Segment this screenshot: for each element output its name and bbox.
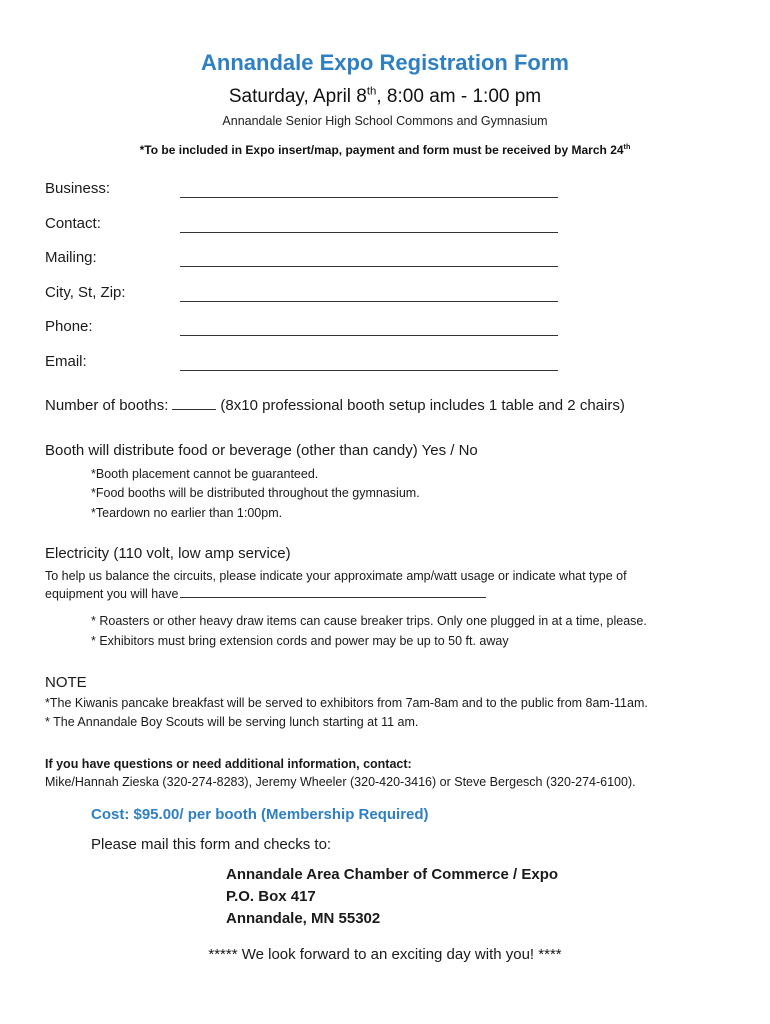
electricity-heading: Electricity (110 volt, low amp service) bbox=[45, 545, 291, 562]
food-bullet: *Booth placement cannot be guaranteed. bbox=[91, 467, 319, 481]
mail-instruction: Please mail this form and checks to: bbox=[91, 836, 332, 853]
booth-cost: Cost: $95.00/ per booth (Membership Required) bbox=[91, 806, 429, 823]
deadline-suffix: th bbox=[623, 142, 631, 151]
food-bullet: *Food booths will be distributed throughout the gymnasium. bbox=[91, 486, 420, 500]
food-question: Booth will distribute food or beverage (other than candy) Yes / No bbox=[45, 442, 478, 459]
equipment-field[interactable] bbox=[180, 596, 486, 598]
equipment-row bbox=[45, 587, 486, 601]
mailing-field[interactable] bbox=[180, 266, 558, 267]
business-field[interactable] bbox=[180, 197, 558, 198]
deadline-notice bbox=[0, 143, 770, 157]
form-title: Annandale Expo Registration Form bbox=[201, 50, 569, 75]
booths-count-field[interactable] bbox=[172, 408, 216, 410]
city-state-zip-field[interactable] bbox=[180, 301, 558, 302]
electricity-instruction: To help us balance the circuits, please indicate your approximate amp/watt usage or indicate what type of bbox=[45, 569, 627, 583]
event-date bbox=[0, 86, 770, 108]
booths-label: Number of booths: bbox=[45, 397, 169, 414]
event-date-main: Saturday, April 8 bbox=[228, 86, 367, 107]
mailing-label: Mailing: bbox=[45, 249, 97, 266]
electricity-bullet: * Roasters or other heavy draw items can cause breaker trips. Only one plugged in at a time, please. bbox=[91, 614, 647, 628]
address-line: Annandale, MN 55302 bbox=[226, 910, 381, 927]
note-line: *The Kiwanis pancake breakfast will be served to exhibitors from 7am-8am and to the public from 8am-11am. bbox=[45, 696, 648, 710]
closing-message: ***** We look forward to an exciting day with you! **** bbox=[208, 946, 562, 963]
deadline-text: *To be included in Expo insert/map, payment and form must be received by March 24 bbox=[139, 143, 624, 157]
booths-row bbox=[45, 397, 625, 414]
equipment-label: equipment you will have bbox=[45, 587, 179, 601]
email-field[interactable] bbox=[180, 370, 558, 371]
electricity-bullet: * Exhibitors must bring extension cords and power may be up to 50 ft. away bbox=[91, 634, 509, 648]
address-line: P.O. Box 417 bbox=[226, 888, 316, 905]
business-label: Business: bbox=[45, 180, 111, 197]
event-date-suffix: th bbox=[366, 85, 377, 98]
phone-label: Phone: bbox=[45, 318, 93, 335]
food-bullet: *Teardown no earlier than 1:00pm. bbox=[91, 506, 283, 520]
event-time: , 8:00 am - 1:00 pm bbox=[376, 86, 542, 107]
contact-field[interactable] bbox=[180, 232, 558, 233]
city-state-zip-label: City, St, Zip: bbox=[45, 284, 126, 301]
note-line: * The Annandale Boy Scouts will be serving lunch starting at 11 am. bbox=[45, 715, 419, 729]
contact-names: Mike/Hannah Zieska (320-274-8283), Jeremy Wheeler (320-420-3416) or Steve Bergesch (320-274-6100). bbox=[45, 775, 636, 789]
booths-note: (8x10 professional booth setup includes 1 table and 2 chairs) bbox=[220, 397, 625, 414]
email-label: Email: bbox=[45, 353, 87, 370]
contact-heading: If you have questions or need additional information, contact: bbox=[45, 757, 412, 771]
phone-field[interactable] bbox=[180, 335, 558, 336]
event-venue: Annandale Senior High School Commons and Gymnasium bbox=[222, 114, 548, 128]
address-line: Annandale Area Chamber of Commerce / Expo bbox=[226, 866, 559, 883]
contact-label: Contact: bbox=[45, 215, 101, 232]
note-heading: NOTE bbox=[45, 674, 87, 691]
